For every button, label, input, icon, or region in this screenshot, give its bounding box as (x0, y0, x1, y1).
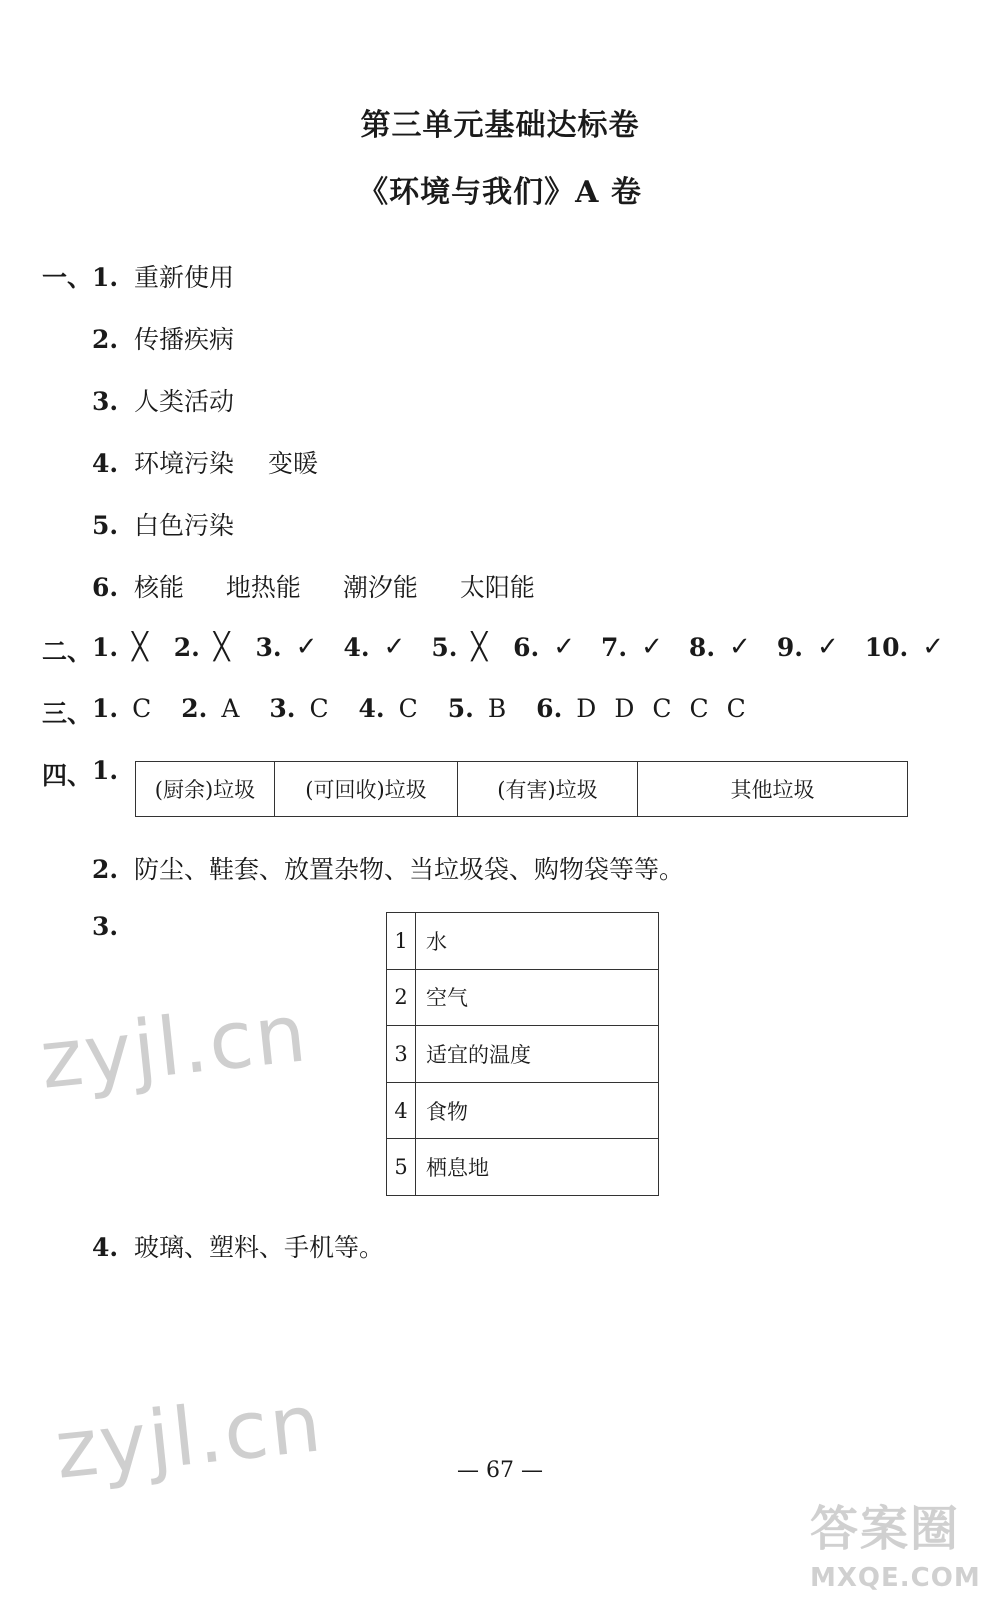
item-number: 5. (447, 694, 474, 723)
table-row (387, 1082, 659, 1139)
tf-item (431, 632, 487, 662)
choice-item (359, 694, 418, 723)
tf-item (92, 632, 148, 662)
page-subtitle: 《环境与我们》A 卷 (358, 175, 642, 210)
item-number: 10. (864, 632, 909, 662)
answer-text: 核能 (133, 573, 184, 602)
table-cell: (厨余)垃圾 (136, 762, 275, 817)
row-text: 栖息地 (416, 1139, 659, 1196)
answer-text: 防尘、鞋套、放置杂物、当垃圾袋、购物袋等等。 (133, 855, 684, 884)
answer-text: 白色污染 (133, 511, 234, 540)
row-index: 1 (387, 913, 416, 970)
row-text: 食物 (416, 1082, 659, 1139)
item-number: 5. (431, 632, 458, 662)
survival-needs-table (386, 912, 659, 1196)
s4-q4 (92, 1228, 384, 1264)
s1-item-4 (92, 444, 318, 480)
tf-item (601, 632, 663, 662)
s1-item-3 (92, 382, 234, 418)
section-1-label: 一、 (42, 263, 93, 292)
item-number: 8. (688, 632, 716, 662)
item-number: 6. (513, 632, 540, 662)
cross-icon: ╳ (471, 632, 488, 662)
item-number: 1. (92, 694, 119, 723)
section-3-label: 三、 (42, 699, 93, 728)
check-icon: ✓ (641, 632, 663, 662)
table-row (387, 969, 659, 1026)
choice-answers (92, 694, 786, 723)
choice-answer: C (689, 694, 709, 723)
row-index: 5 (387, 1139, 416, 1196)
section-4-label: 四、 (42, 761, 93, 790)
row-text: 水 (416, 913, 659, 970)
s4-q3-number (92, 912, 126, 941)
tf-item (513, 632, 575, 662)
check-icon: ✓ (729, 632, 751, 662)
table-cell: (可回收)垃圾 (275, 762, 458, 817)
item-number: 2. (173, 632, 200, 662)
choice-answer: B (487, 694, 507, 723)
item-number: 6. (92, 573, 119, 602)
choice-answer: C (398, 694, 418, 723)
check-icon: ✓ (553, 632, 576, 662)
item-number: 4. (358, 694, 385, 723)
item-number: 4. (92, 1233, 119, 1262)
choice-answer: D (614, 694, 635, 723)
answer-text: 人类活动 (133, 387, 234, 416)
item-number: 5. (92, 511, 119, 540)
check-icon: ✓ (816, 632, 839, 662)
choice-answer: D (576, 694, 597, 723)
true-false-answers (92, 632, 944, 662)
stamp-text: 答案圈 (810, 1501, 961, 1557)
table-cell: (有害)垃圾 (458, 762, 638, 817)
s1-item-2 (92, 320, 234, 356)
item-number: 1. (92, 263, 119, 292)
item-number: 3. (255, 632, 282, 662)
cross-icon: ╳ (213, 632, 230, 662)
item-number: 3. (92, 387, 119, 416)
item-number: 6. (536, 694, 563, 723)
item-number: 1. (92, 756, 119, 785)
page-number: — 67 — (457, 1458, 543, 1483)
answer-text: 太阳能 (459, 573, 535, 602)
waste-category-table (135, 761, 908, 817)
item-number: 2. (181, 694, 208, 723)
answer-text: 环境污染 (133, 449, 234, 478)
choice-item (448, 694, 506, 723)
row-text: 适宜的温度 (416, 1026, 659, 1083)
tf-item (777, 632, 839, 662)
cross-icon: ╳ (132, 632, 148, 662)
watermark: zyjl.cn (50, 1376, 328, 1497)
check-icon: ✓ (383, 632, 406, 662)
row-index: 4 (387, 1082, 416, 1139)
item-number: 3. (269, 694, 296, 723)
choice-answer: A (221, 694, 240, 723)
s1-item-1 (92, 258, 234, 294)
s4-q2 (92, 850, 684, 886)
item-number: 1. (92, 632, 119, 662)
choice-answer: C (132, 694, 152, 723)
watermark: zyjl.cn (35, 986, 313, 1107)
row-text: 空气 (416, 969, 659, 1026)
tf-item (865, 632, 944, 662)
tf-item (343, 632, 405, 662)
s1-item-5 (92, 506, 234, 542)
answer-text: 传播疾病 (133, 325, 234, 354)
section-2-label: 二、 (42, 637, 93, 666)
answer-text: 玻璃、塑料、手机等。 (133, 1233, 384, 1262)
check-icon: ✓ (295, 632, 318, 662)
tf-item (689, 632, 751, 662)
table-row (387, 1026, 659, 1083)
tf-item (174, 632, 230, 662)
table-row (136, 762, 908, 817)
choice-item (536, 694, 764, 723)
item-number: 4. (343, 632, 370, 662)
answer-text: 潮汐能 (342, 573, 418, 602)
choice-item (269, 694, 328, 723)
check-icon: ✓ (922, 632, 945, 662)
site-logo-stamp (810, 1490, 990, 1600)
answer-text: 变暖 (267, 449, 318, 478)
stamp-text: MXQE.COM (810, 1563, 981, 1593)
item-number: 2. (92, 855, 119, 884)
choice-item (92, 694, 151, 723)
tf-item (256, 632, 318, 662)
page-title: 第三单元基础达标卷 (360, 108, 640, 143)
choice-item (181, 694, 239, 723)
item-number: 2. (92, 325, 119, 354)
item-number: 3. (92, 912, 119, 941)
table-cell: 其他垃圾 (638, 762, 908, 817)
s1-item-6 (92, 568, 535, 604)
table-row (387, 1139, 659, 1196)
item-number: 4. (92, 449, 119, 478)
item-number: 9. (776, 632, 803, 662)
choice-answer: C (652, 694, 672, 723)
table-row (387, 913, 659, 970)
item-number: 7. (601, 632, 628, 662)
answer-text: 重新使用 (133, 263, 234, 292)
answer-text: 地热能 (225, 573, 301, 602)
s4-q1-number (92, 756, 126, 785)
row-index: 2 (387, 969, 416, 1026)
row-index: 3 (387, 1026, 416, 1083)
choice-answer: C (309, 694, 329, 723)
choice-answer: C (726, 694, 746, 723)
